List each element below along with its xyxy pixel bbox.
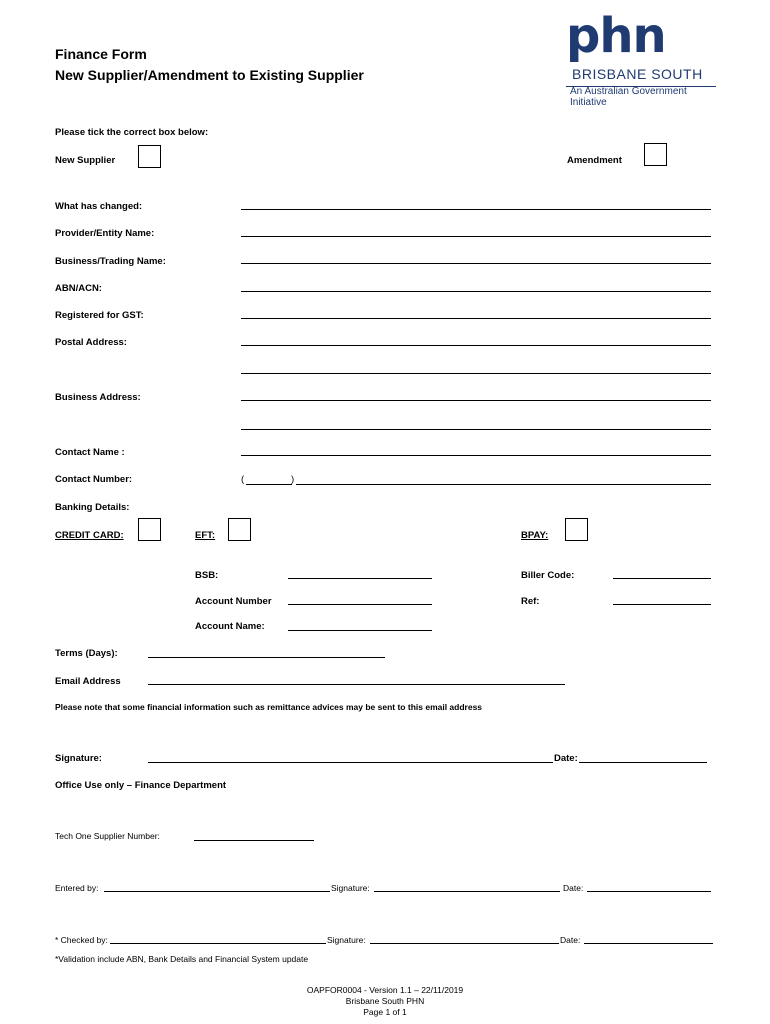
entered-date-label: Date: xyxy=(563,883,584,893)
account-number-field[interactable] xyxy=(288,604,432,605)
email-note: Please note that some financial information such as remittance advices may be sent to this email address xyxy=(55,702,483,712)
validation-note: *Validation include ABN, Bank Details and Financial System update xyxy=(55,954,309,964)
form-subtitle: New Supplier/Amendment to Existing Supplier xyxy=(55,67,364,83)
phone-open-paren: ( xyxy=(241,474,245,485)
entered-date-field[interactable] xyxy=(587,891,711,892)
account-number-label: Account Number xyxy=(195,596,272,607)
office-use-heading: Office Use only – Finance Department xyxy=(55,780,227,791)
terms-days-field[interactable] xyxy=(148,657,385,658)
new-supplier-label: New Supplier xyxy=(55,155,116,166)
contact-number-label: Contact Number: xyxy=(55,474,133,485)
checked-date-field[interactable] xyxy=(584,943,713,944)
entered-by-field[interactable] xyxy=(104,891,330,892)
email-field[interactable] xyxy=(148,684,565,685)
amendment-label: Amendment xyxy=(567,155,622,166)
credit-card-checkbox[interactable] xyxy=(138,518,161,541)
signature-field[interactable] xyxy=(148,762,553,763)
what-changed-field[interactable] xyxy=(241,209,711,210)
bsb-field[interactable] xyxy=(288,578,432,579)
checked-by-label: * Checked by: xyxy=(55,935,108,945)
tick-instruction: Please tick the correct box below: xyxy=(55,127,209,138)
logo-tagline: An Australian Government Initiative xyxy=(570,86,687,108)
date-label: Date: xyxy=(554,753,578,764)
ref-field[interactable] xyxy=(613,604,711,605)
bpay-checkbox[interactable] xyxy=(565,518,588,541)
checked-date-label: Date: xyxy=(560,935,581,945)
banking-heading: Banking Details: xyxy=(55,502,130,513)
contact-name-field[interactable] xyxy=(241,455,711,456)
area-code-field[interactable] xyxy=(246,484,292,485)
phn-logo xyxy=(566,8,716,108)
business-address-field-2[interactable] xyxy=(241,429,711,430)
business-address-field-1[interactable] xyxy=(241,400,711,401)
postal-address-field-1[interactable] xyxy=(241,345,711,346)
abn-label: ABN/ACN: xyxy=(55,283,102,294)
postal-address-field-2[interactable] xyxy=(241,373,711,374)
gst-field[interactable] xyxy=(241,318,711,319)
signature-label: Signature: xyxy=(55,753,102,764)
what-changed-label: What has changed: xyxy=(55,201,143,212)
amendment-checkbox[interactable] xyxy=(644,143,667,166)
footer-version: OAPFOR0004 - Version 1.1 – 22/11/2019 xyxy=(306,985,464,995)
footer-org: Brisbane South PHN xyxy=(345,996,425,1006)
provider-name-label: Provider/Entity Name: xyxy=(55,228,155,239)
bpay-label: BPAY: xyxy=(521,530,549,541)
checked-by-field[interactable] xyxy=(110,943,326,944)
contact-number-field[interactable] xyxy=(296,484,711,485)
entered-by-label: Entered by: xyxy=(55,883,99,893)
email-label: Email Address xyxy=(55,676,121,687)
checked-signature-field[interactable] xyxy=(370,943,559,944)
business-address-label: Business Address: xyxy=(55,392,141,403)
form-title: Finance Form xyxy=(55,46,147,62)
business-name-label: Business/Trading Name: xyxy=(55,256,166,267)
account-name-field[interactable] xyxy=(288,630,432,631)
tech-one-field[interactable] xyxy=(194,840,314,841)
account-name-label: Account Name: xyxy=(195,621,265,632)
eft-checkbox[interactable] xyxy=(228,518,251,541)
date-field[interactable] xyxy=(579,762,707,763)
abn-field[interactable] xyxy=(241,291,711,292)
entered-signature-field[interactable] xyxy=(374,891,560,892)
checked-signature-label: Signature: xyxy=(327,935,366,945)
business-name-field[interactable] xyxy=(241,263,711,264)
ref-label: Ref: xyxy=(521,596,540,607)
terms-days-label: Terms (Days): xyxy=(55,648,118,659)
logo-region: BRISBANE SOUTH xyxy=(572,66,703,82)
gst-label: Registered for GST: xyxy=(55,310,144,321)
provider-name-field[interactable] xyxy=(241,236,711,237)
biller-code-field[interactable] xyxy=(613,578,711,579)
footer-page: Page 1 of 1 xyxy=(363,1007,407,1017)
bsb-label: BSB: xyxy=(195,570,219,581)
biller-code-label: Biller Code: xyxy=(521,570,575,581)
entered-signature-label: Signature: xyxy=(331,883,370,893)
credit-card-label: CREDIT CARD: xyxy=(55,530,124,541)
phone-close-paren: ) xyxy=(291,474,295,485)
contact-name-label: Contact Name : xyxy=(55,447,125,458)
eft-label: EFT: xyxy=(195,530,216,541)
tech-one-label: Tech One Supplier Number: xyxy=(55,831,160,841)
postal-address-label: Postal Address: xyxy=(55,337,127,348)
logo-brand: phn xyxy=(566,8,666,64)
new-supplier-checkbox[interactable] xyxy=(138,145,161,168)
